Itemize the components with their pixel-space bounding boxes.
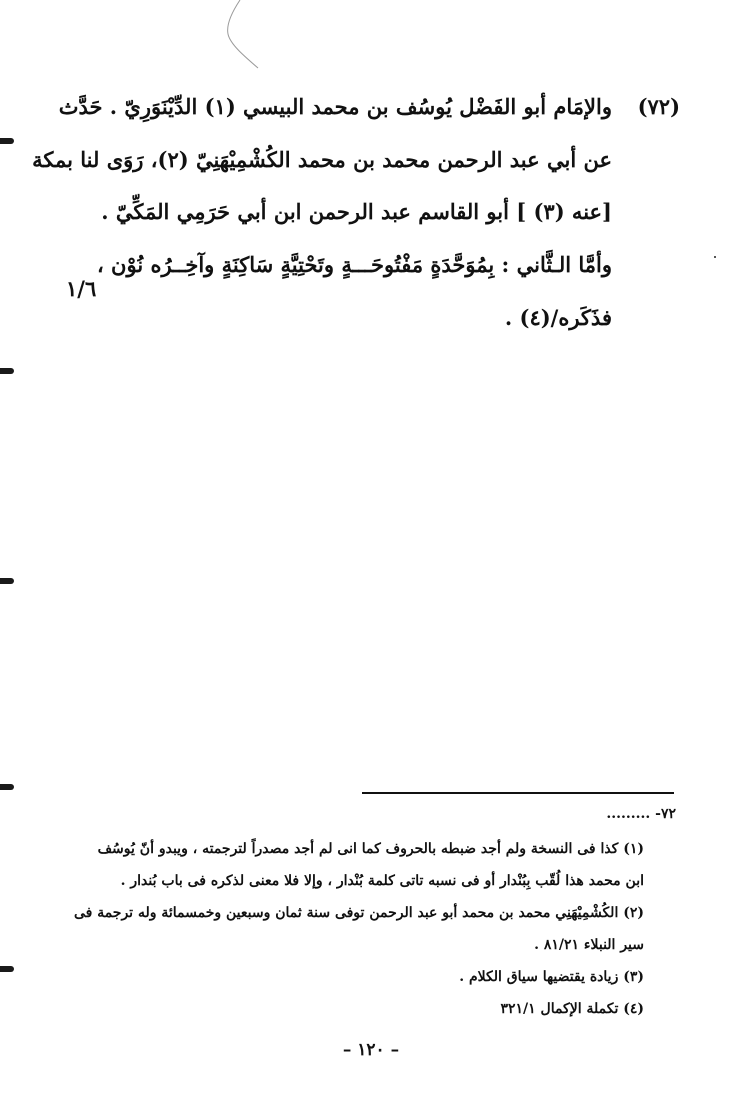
edge-mark: [0, 784, 14, 790]
footnote-line: سير النبلاء ٨١/٢١ .: [534, 937, 644, 953]
footnote-line: (٢) الكُشْمِيْهَنِي محمد بن محمد أبو عبد الرحمن توفى سنة ثمان وسبعين وخمسمائة وله ترجمة فى: [73, 905, 644, 921]
edge-mark: [0, 966, 14, 972]
footnote-line: (٤) تكملة الإكمال ٣٢١/١: [500, 1001, 644, 1017]
scan-speck: [714, 256, 716, 258]
footnote-header: ٧٢- .........: [606, 806, 676, 822]
entry-line: عن أبي عبد الرحمن محمد بن محمد الكُشْمِيْهَنِيّ (٢)، رَوَى لنا بمكة: [32, 147, 612, 172]
edge-mark: [0, 578, 14, 584]
footnote-divider: [362, 792, 674, 794]
entry-line: فذَكَره/(٤) .: [504, 305, 612, 330]
edge-mark: [0, 138, 14, 144]
entry-line: والإمَام أبو الفَضْل يُوسُف بن محمد البيسي (١) الدِّيْنَوَرِيّ . حَدَّث: [58, 94, 612, 119]
entry-text: [32, 94, 612, 358]
entry-line: [عنه (٣) ] أبو القاسم عبد الرحمن ابن أبي حَرَمِي المَكِّيّ .: [101, 199, 612, 224]
page-number: – ١٢٠ –: [342, 1040, 400, 1060]
scan-artifact-curve: [222, 0, 262, 70]
edge-mark: [0, 368, 14, 374]
entry-number: (٧٢): [637, 94, 680, 119]
footnotes: [54, 838, 644, 1030]
footnote-line: ابن محمد هذا لُقّب بِبُنْدار أو فى نسبه تاتى كلمة بُنْدار ، وإلا فلا معنى لذكره فى باب بُندار .: [120, 873, 644, 889]
footnote-line: (٣) زيادة يقتضيها سياق الكلام .: [459, 969, 644, 985]
manuscript-folio-note: ١/٦: [66, 276, 97, 301]
footnote-line: (١) كذا فى النسخة ولم أجد ضبطه بالحروف كما انى لم أجد مصدراً لترجمته ، ويبدو أنّ يُوسُف: [97, 841, 644, 857]
entry-line: وأمَّا الـثَّاني : بِمُوَحَّدَةٍ مَفْتُوحَـــةٍ وتَحْتِيَّةٍ سَاكِنَةٍ وآخِــرُه نُوْن ،: [96, 252, 612, 277]
